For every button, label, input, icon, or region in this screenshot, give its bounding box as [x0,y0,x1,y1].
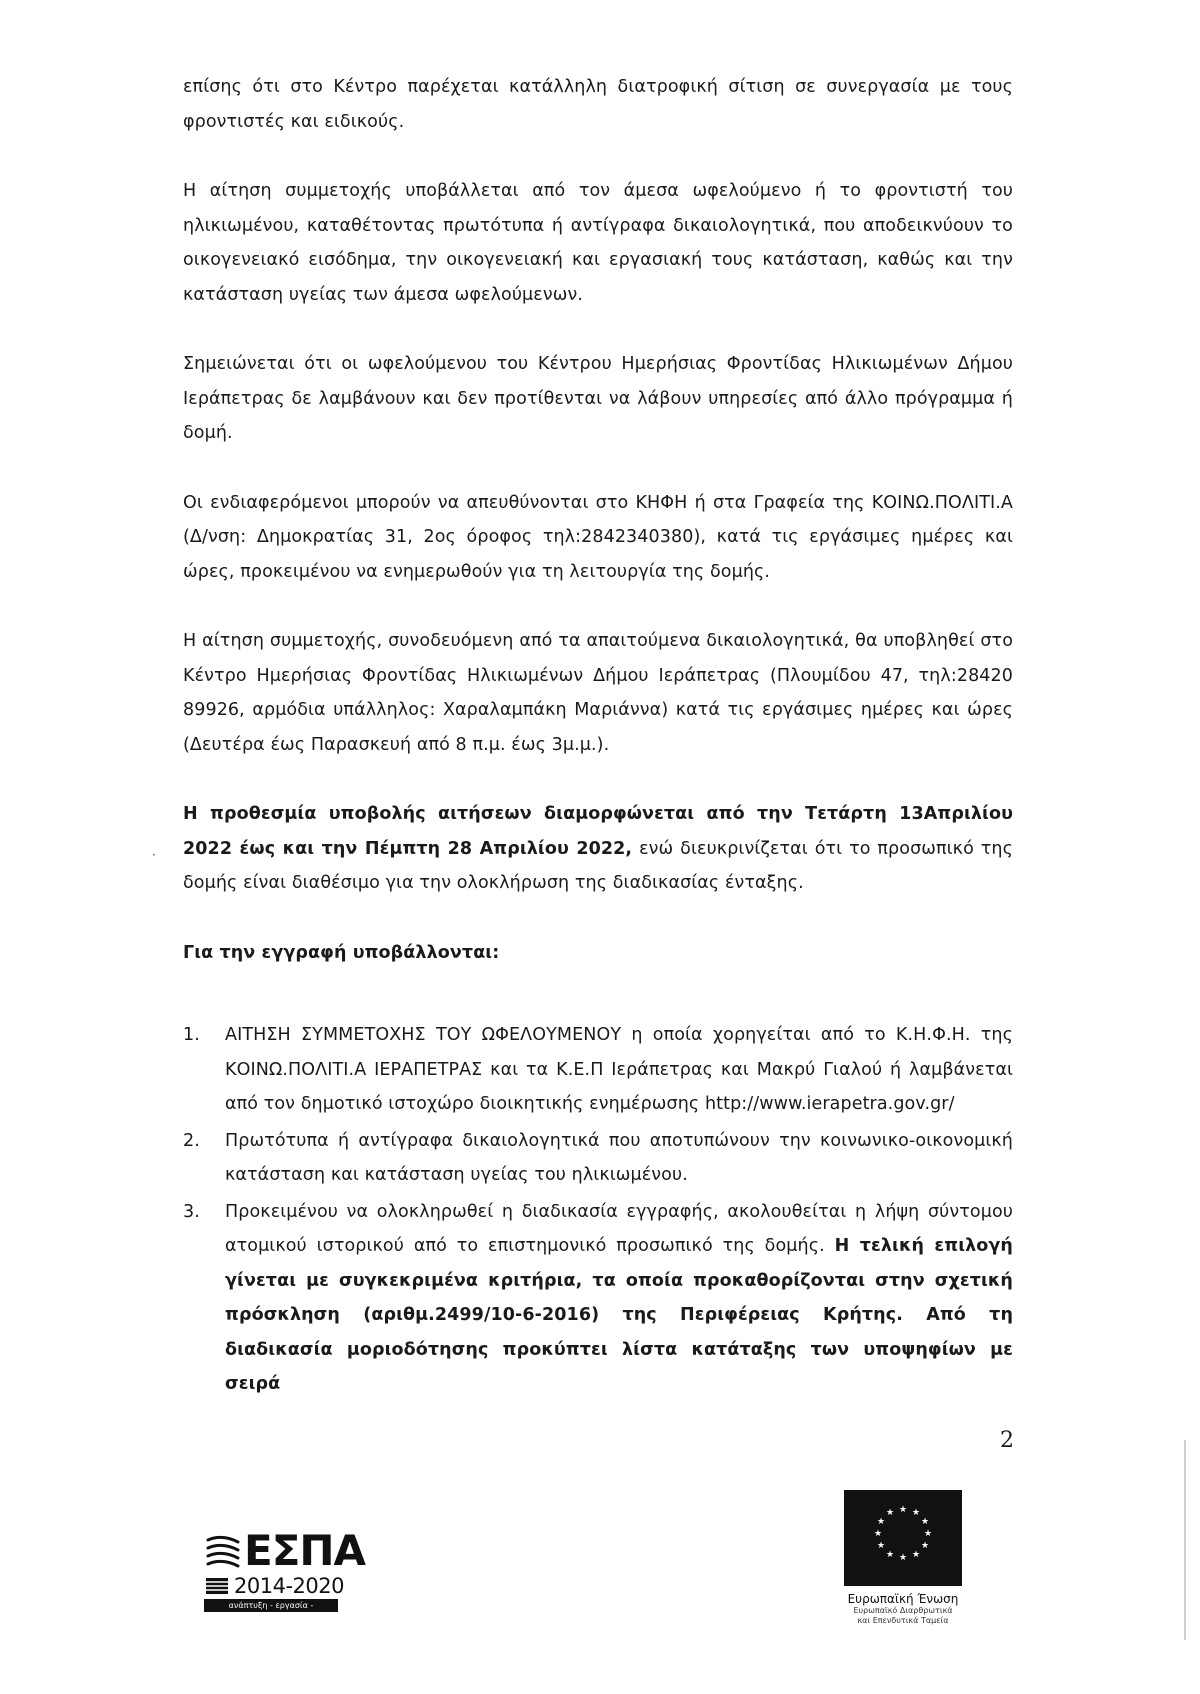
eu-funds-line: και Επενδυτικά Ταμεία [857,1616,949,1625]
list-item-number: 1. [183,1025,200,1045]
eu-name: Ευρωπαϊκή Ένωση [847,1592,959,1606]
espa-years: 2014-2020 [234,1574,344,1598]
svg-text:★: ★ [876,1517,886,1527]
margin-mark: · [152,848,156,862]
list-item-text: ΑΙΤΗΣΗ ΣΥΜΜΕΤΟΧΗΣ ΤΟΥ ΩΦΕΛΟΥΜΕΝΟΥ η οποία χορηγείται από το Κ.Η.Φ.Η. της ΚΟΙΝΩ.ΠΟΛΙΤΙ.Α ΙΕΡΑΠΕΤΡΑΣ και τα Κ.Ε.Π Ιεράπετρας και Μακρύ Γιαλού ή λαμβάνεται από τον δημοτικό ιστοχώρο διοικητικής ενημέρωσης http://www.ierapetra.gov.gr/ [225,1025,1013,1114]
svg-text:★: ★ [911,1550,921,1560]
svg-text:★: ★ [885,1508,895,1518]
list-item-text: Πρωτότυπα ή αντίγραφα δικαιολογητικά που αποτυπώνουν την κοινωνικο-οικονομική κατάσταση και κατάσταση υγείας του ηλικιωμένου. [225,1130,1013,1185]
deadline-rest-text: ενώ διευκρινίζεται ότι το προσωπικό της δομής είναι διαθέσιμο για την ολοκλήρωση της διαδικασίας ένταξης. [183,838,1013,893]
scan-edge [1184,1440,1186,1640]
svg-text:★: ★ [911,1508,921,1518]
paragraph: επίσης ότι στο Κέντρο παρέχεται κατάλληλη διατροφική σίτιση σε συνεργασία με τους φροντιστές και ειδικούς. [183,77,1013,132]
svg-text:★: ★ [885,1550,895,1560]
requirements-heading: Για την εγγραφή υποβάλλονται: [183,942,500,963]
svg-text:★: ★ [898,1553,908,1563]
deadline-bold-text: Η προθεσμία υποβολής αιτήσεων διαμορφώνεται από την Τετάρτη 13Απριλίου 2022 έως και την Πέμπτη 28 Απριλίου 2022, [183,804,1013,859]
document-body [183,70,1013,1404]
list-item-number: 2. [183,1130,200,1151]
requirements-list [183,1018,1013,1402]
deadline-paragraph [183,797,1013,901]
list-item [183,1018,1013,1122]
svg-text:★: ★ [923,1529,933,1539]
eu-flag-icon [844,1490,962,1586]
list-item-text: Προκειμένου να ολοκληρωθεί η διαδικασία εγγραφής, ακολουθείται η λήψη σύντομου ατομικού ιστορικού από το επιστημονικό προσωπικό της δομής. [225,1201,1013,1256]
list-item [183,1124,1013,1193]
svg-text:★: ★ [876,1541,886,1551]
svg-text:★: ★ [898,1505,908,1515]
paragraph: Η αίτηση συμμετοχής υποβάλλεται από τον άμεσα ωφελούμενο ή το φροντιστή του ηλικιωμένου, καταθέτοντας πρωτότυπα ή αντίγραφα δικαιολογητικά, που αποδεικνύουν το οικογενειακό εισόδημα, την οικογενειακή και εργασιακή τους κατάσταση, καθώς και την κατάσταση υγείας των άμεσα ωφελούμενων. [183,181,1013,305]
espa-title: ΕΣΠΑ [244,1526,366,1575]
svg-text:★: ★ [920,1517,930,1527]
svg-text:★: ★ [920,1541,930,1551]
page-number: 2 [1000,1428,1014,1453]
eu-funds [838,1606,968,1626]
list-item [183,1195,1013,1402]
paragraph: Η αίτηση συμμετοχής, συνοδευόμενη από τα απαιτούμενα δικαιολογητικά, θα υποβληθεί στο Κέντρο Ημερήσιας Φροντίδας Ηλικιωμένων Δήμου Ιεράπετρας (Πλουμίδου 47, τηλ:28420 89926, αρμόδια υπάλληλος: Χαραλαμπάκη Μαριάννα) κατά τις εργάσιμες ημέρες και ώρες (Δευτέρα έως Παρασκευή από 8 π.μ. έως 3μ.μ.). [183,631,1013,755]
espa-tagline: ανάπτυξη - εργασία - αλληλεγγύη [204,1599,338,1612]
svg-text:★: ★ [873,1529,883,1539]
espa-logo [204,1526,366,1623]
list-item-number: 3. [183,1201,200,1222]
list-item-bold-text: Η τελική επιλογή γίνεται με συγκεκριμένα κριτήρια, τα οποία προκαθορίζονται στην σχετική πρόσκληση (αριθμ.2499/10-6-2016) της Περιφέρειας Κρήτης. Από τη διαδικασία μοριοδότησης προκύπτει λίστα κατάταξης των υποψηφίων με σειρά [225,1236,1013,1394]
eu-logo [838,1490,968,1626]
eu-funds-line: Ευρωπαϊκό Διαρθρωτικά [853,1606,953,1615]
paragraph: Σημειώνεται ότι οι ωφελούμενου του Κέντρου Ημερήσιας Φροντίδας Ηλικιωμένων Δήμου Ιεράπετρας δε λαμβάνουν και δεν προτίθενται να λάβουν υπηρεσίες από άλλο πρόγραμμα ή δομή. [183,354,1013,443]
paragraph: Οι ενδιαφερόμενοι μπορούν να απευθύνονται στο ΚΗΦΗ ή στα Γραφεία της ΚΟΙΝΩ.ΠΟΛΙΤΙ.Α (Δ/νση: Δημοκρατίας 31, 2ος όροφος τηλ:2842340380), κατά τις εργάσιμες ημέρες και ώρες, προκειμένου να ενημερωθούν για τη λειτουργία της δομής. [183,492,1013,582]
